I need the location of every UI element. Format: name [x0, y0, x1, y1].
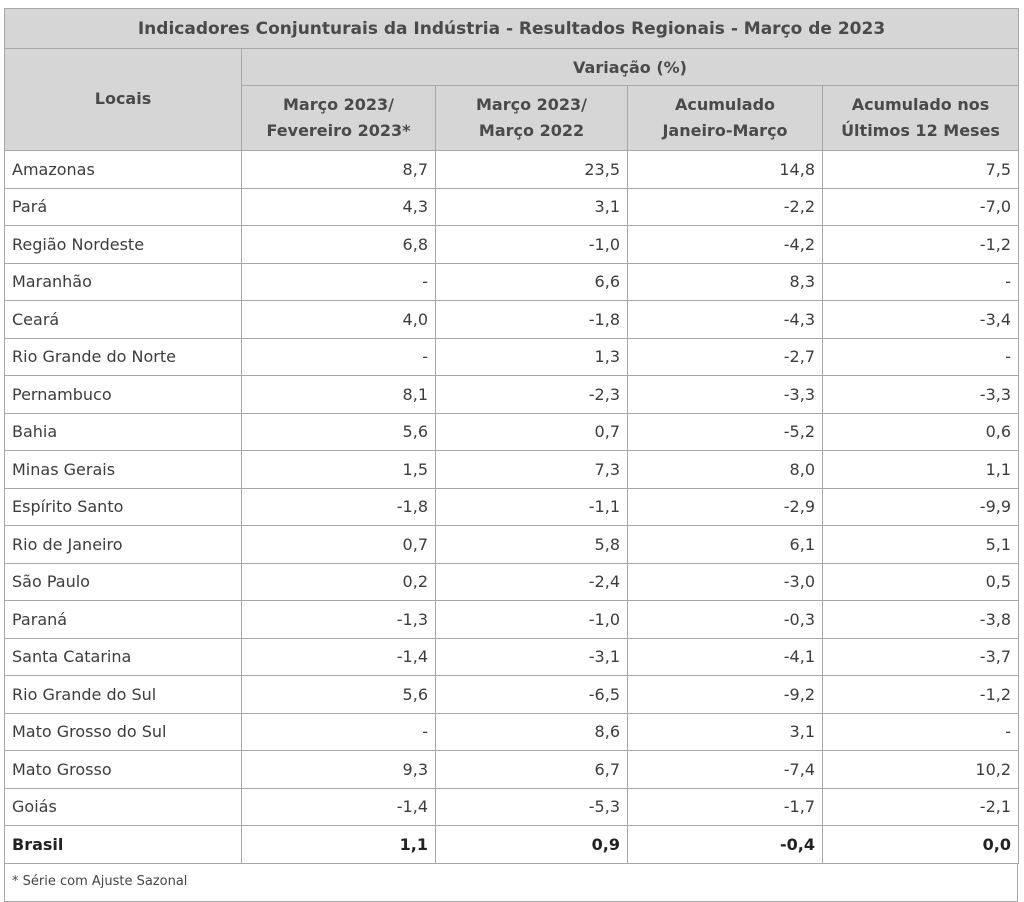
local-name-cell: Rio Grande do Norte	[5, 338, 242, 376]
value-cell: 4,0	[242, 301, 436, 339]
table-row	[5, 488, 1019, 526]
local-name-cell: Maranhão	[5, 263, 242, 301]
column-header	[242, 86, 436, 151]
value-cell: -7,4	[628, 751, 823, 789]
value-cell: -2,7	[628, 338, 823, 376]
local-name-cell: São Paulo	[5, 563, 242, 601]
column-header-line1: Março 2023/	[475, 95, 588, 114]
value-cell: -9,9	[823, 488, 1019, 526]
column-header-line1: Acumulado	[674, 95, 776, 114]
value-cell: -	[242, 263, 436, 301]
table-row	[5, 601, 1019, 639]
value-cell: -2,2	[628, 188, 823, 226]
table-row	[5, 451, 1019, 489]
local-name-cell: Pará	[5, 188, 242, 226]
variation-group-header: Variação (%)	[242, 49, 1019, 86]
value-cell: -	[242, 713, 436, 751]
value-cell: 3,1	[436, 188, 628, 226]
value-cell: -4,2	[628, 226, 823, 264]
value-cell: 8,3	[628, 263, 823, 301]
value-cell: 0,2	[242, 563, 436, 601]
table-row	[5, 788, 1019, 826]
value-cell: 1,1	[242, 826, 436, 864]
value-cell: -3,3	[823, 376, 1019, 414]
table-row	[5, 263, 1019, 301]
value-cell: -1,8	[436, 301, 628, 339]
value-cell: -4,3	[628, 301, 823, 339]
value-cell: -5,2	[628, 413, 823, 451]
value-cell: 0,7	[436, 413, 628, 451]
value-cell: 0,9	[436, 826, 628, 864]
column-header-line2: Março 2022	[478, 121, 585, 140]
value-cell: 8,6	[436, 713, 628, 751]
footnote: * Série com Ajuste Sazonal	[4, 864, 1018, 902]
value-cell: -3,7	[823, 638, 1019, 676]
locais-header: Locais	[5, 49, 242, 151]
value-cell: -4,1	[628, 638, 823, 676]
value-cell: -0,3	[628, 601, 823, 639]
regional-indicators-table	[4, 8, 1019, 864]
local-name-cell: Mato Grosso	[5, 751, 242, 789]
value-cell: -1,0	[436, 601, 628, 639]
value-cell: 5,6	[242, 676, 436, 714]
table-row	[5, 151, 1019, 189]
local-name-cell: Pernambuco	[5, 376, 242, 414]
table-row	[5, 338, 1019, 376]
value-cell: -1,1	[436, 488, 628, 526]
local-name-cell: Espírito Santo	[5, 488, 242, 526]
indicators-table-container	[4, 8, 1018, 902]
value-cell: -1,7	[628, 788, 823, 826]
value-cell: -1,2	[823, 226, 1019, 264]
table-row	[5, 301, 1019, 339]
table-row	[5, 563, 1019, 601]
value-cell: 6,1	[628, 526, 823, 564]
value-cell: 7,5	[823, 151, 1019, 189]
table-row	[5, 413, 1019, 451]
local-name-cell: Região Nordeste	[5, 226, 242, 264]
value-cell: -	[823, 263, 1019, 301]
value-cell: -1,4	[242, 638, 436, 676]
value-cell: 4,3	[242, 188, 436, 226]
value-cell: 23,5	[436, 151, 628, 189]
local-name-cell: Paraná	[5, 601, 242, 639]
local-name-cell: Minas Gerais	[5, 451, 242, 489]
value-cell: 1,3	[436, 338, 628, 376]
value-cell: 14,8	[628, 151, 823, 189]
local-name-cell: Mato Grosso do Sul	[5, 713, 242, 751]
value-cell: 6,6	[436, 263, 628, 301]
value-cell: -2,1	[823, 788, 1019, 826]
table-row	[5, 526, 1019, 564]
value-cell: -1,2	[823, 676, 1019, 714]
value-cell: -1,8	[242, 488, 436, 526]
value-cell: 5,1	[823, 526, 1019, 564]
value-cell: -3,8	[823, 601, 1019, 639]
value-cell: -3,0	[628, 563, 823, 601]
table-row	[5, 751, 1019, 789]
local-name-cell: Brasil	[5, 826, 242, 864]
table-row	[5, 188, 1019, 226]
value-cell: -3,3	[628, 376, 823, 414]
value-cell: -5,3	[436, 788, 628, 826]
local-name-cell: Amazonas	[5, 151, 242, 189]
value-cell: 0,6	[823, 413, 1019, 451]
table-title: Indicadores Conjunturais da Indústria - Resultados Regionais - Março de 2023	[5, 9, 1019, 49]
value-cell: 8,0	[628, 451, 823, 489]
local-name-cell: Rio Grande do Sul	[5, 676, 242, 714]
value-cell: -2,3	[436, 376, 628, 414]
value-cell: -2,4	[436, 563, 628, 601]
local-name-cell: Bahia	[5, 413, 242, 451]
value-cell: -1,4	[242, 788, 436, 826]
value-cell: 0,0	[823, 826, 1019, 864]
value-cell: 5,6	[242, 413, 436, 451]
local-name-cell: Rio de Janeiro	[5, 526, 242, 564]
table-row	[5, 638, 1019, 676]
value-cell: -1,0	[436, 226, 628, 264]
column-header	[628, 86, 823, 151]
table-row	[5, 676, 1019, 714]
table-row	[5, 713, 1019, 751]
value-cell: -1,3	[242, 601, 436, 639]
table-row	[5, 376, 1019, 414]
value-cell: -6,5	[436, 676, 628, 714]
value-cell: -	[242, 338, 436, 376]
value-cell: 1,1	[823, 451, 1019, 489]
column-header-line2: Janeiro-Março	[662, 121, 788, 140]
value-cell: 8,1	[242, 376, 436, 414]
column-header-line2: Fevereiro 2023*	[266, 121, 411, 140]
value-cell: -0,4	[628, 826, 823, 864]
column-header-line2: Últimos 12 Meses	[841, 121, 1000, 140]
value-cell: -2,9	[628, 488, 823, 526]
local-name-cell: Goiás	[5, 788, 242, 826]
value-cell: 3,1	[628, 713, 823, 751]
value-cell: 0,5	[823, 563, 1019, 601]
value-cell: 8,7	[242, 151, 436, 189]
column-header	[436, 86, 628, 151]
value-cell: 10,2	[823, 751, 1019, 789]
value-cell: 6,8	[242, 226, 436, 264]
local-name-cell: Santa Catarina	[5, 638, 242, 676]
value-cell: -3,1	[436, 638, 628, 676]
column-header-line1: Acumulado nos	[851, 95, 990, 114]
value-cell: 9,3	[242, 751, 436, 789]
value-cell: -9,2	[628, 676, 823, 714]
column-header-line1: Março 2023/	[282, 95, 395, 114]
local-name-cell: Ceará	[5, 301, 242, 339]
value-cell: 6,7	[436, 751, 628, 789]
value-cell: 0,7	[242, 526, 436, 564]
table-body	[5, 151, 1019, 864]
column-header	[823, 86, 1019, 151]
table-row	[5, 226, 1019, 264]
value-cell: -3,4	[823, 301, 1019, 339]
value-cell: -	[823, 338, 1019, 376]
value-cell: 1,5	[242, 451, 436, 489]
value-cell: 5,8	[436, 526, 628, 564]
total-row	[5, 826, 1019, 864]
value-cell: -	[823, 713, 1019, 751]
value-cell: 7,3	[436, 451, 628, 489]
value-cell: -7,0	[823, 188, 1019, 226]
